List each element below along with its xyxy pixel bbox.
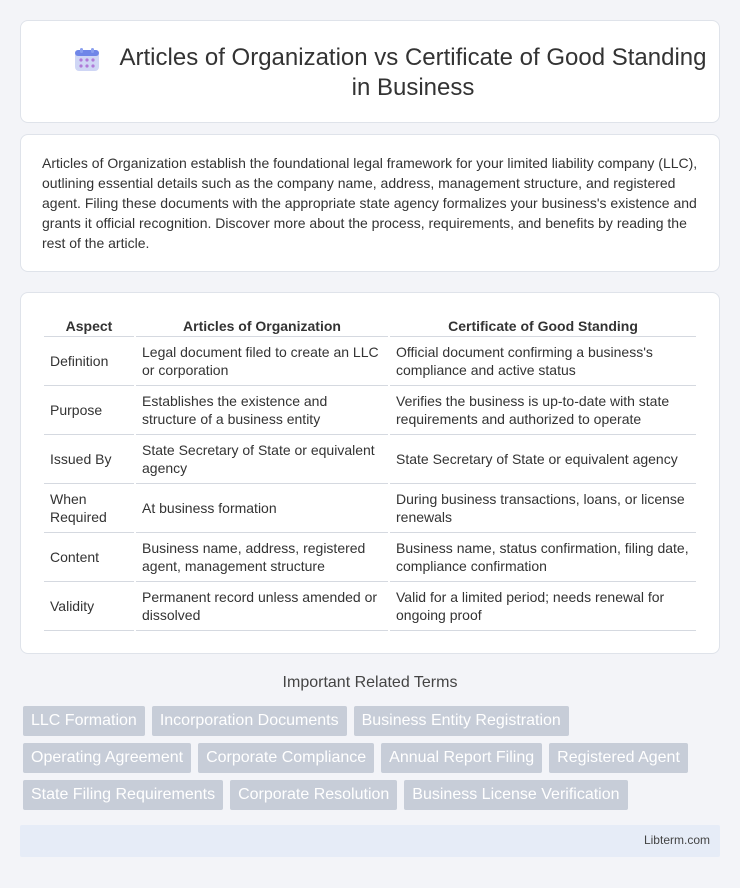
table-row — [44, 484, 696, 533]
footer — [20, 825, 720, 857]
tag-corporate-compliance[interactable]: Corporate Compliance — [198, 743, 374, 773]
tag-business-license-verification[interactable]: Business License Verification — [404, 780, 627, 810]
tag-state-filing-requirements[interactable]: State Filing Requirements — [23, 780, 223, 810]
related-terms-list — [23, 706, 703, 817]
tag-business-entity-registration[interactable]: Business Entity Registration — [354, 706, 569, 736]
tag-llc-formation[interactable]: LLC Formation — [23, 706, 145, 736]
table-cell: Verifies the business is up-to-date with state requirements and authorized to operate — [390, 386, 696, 435]
tag-annual-report-filing[interactable]: Annual Report Filing — [381, 743, 542, 773]
table-row — [44, 337, 696, 386]
tag-row — [23, 780, 703, 810]
table-cell: Content — [44, 533, 134, 582]
table-cell: State Secretary of State or equivalent agency — [390, 435, 696, 484]
table-cell: Business name, address, registered agent, management structure — [136, 533, 388, 582]
table-cell: Business name, status confirmation, filing date, compliance confirmation — [390, 533, 696, 582]
table-cell: Valid for a limited period; needs renewal for ongoing proof — [390, 582, 696, 631]
intro-text: Articles of Organization establish the foundational legal framework for your limited liability company (LLC), outlining essential details such as the company name, address, management structure, and registered agent. Filing these documents with the appropriate state agency formalizes your business's existence and grants it official recognition. Discover more about the process, requirements, and benefits by reading the rest of the article. — [42, 155, 698, 251]
related-terms-title: Important Related Terms — [282, 674, 458, 691]
table-row — [44, 435, 696, 484]
table-cell: Purpose — [44, 386, 134, 435]
tag-corporate-resolution[interactable]: Corporate Resolution — [230, 780, 397, 810]
intro-card — [20, 134, 720, 272]
header-aspect: Aspect — [44, 315, 134, 337]
tag-row — [23, 743, 703, 773]
table-row — [44, 582, 696, 631]
table-cell: State Secretary of State or equivalent agency — [136, 435, 388, 484]
table-cell: Legal document filed to create an LLC or corporation — [136, 337, 388, 386]
tag-incorporation-documents[interactable]: Incorporation Documents — [152, 706, 347, 736]
table-row — [44, 386, 696, 435]
table-cell: At business formation — [136, 484, 388, 533]
table-cell: During business transactions, loans, or license renewals — [390, 484, 696, 533]
header-certificate: Certificate of Good Standing — [390, 315, 696, 337]
tag-operating-agreement[interactable]: Operating Agreement — [23, 743, 191, 773]
table-cell: Establishes the existence and structure of a business entity — [136, 386, 388, 435]
header-card — [20, 20, 720, 123]
table-cell: Issued By — [44, 435, 134, 484]
comparison-table — [42, 315, 698, 631]
tag-registered-agent[interactable]: Registered Agent — [549, 743, 688, 773]
table-cell: Definition — [44, 337, 134, 386]
header-articles: Articles of Organization — [136, 315, 388, 337]
table-cell: When Required — [44, 484, 134, 533]
footer-site-link[interactable]: Libterm.com — [643, 833, 710, 847]
table-cell: Permanent record unless amended or dissolved — [136, 582, 388, 631]
table-row — [44, 533, 696, 582]
table-header-row — [44, 315, 696, 337]
tag-row — [23, 706, 703, 736]
table-cell: Official document confirming a business's compliance and active status — [390, 337, 696, 386]
page-title: Articles of Organization vs Certificate of Good Standing in Business — [119, 44, 707, 101]
comparison-card — [20, 292, 720, 654]
table-cell: Validity — [44, 582, 134, 631]
